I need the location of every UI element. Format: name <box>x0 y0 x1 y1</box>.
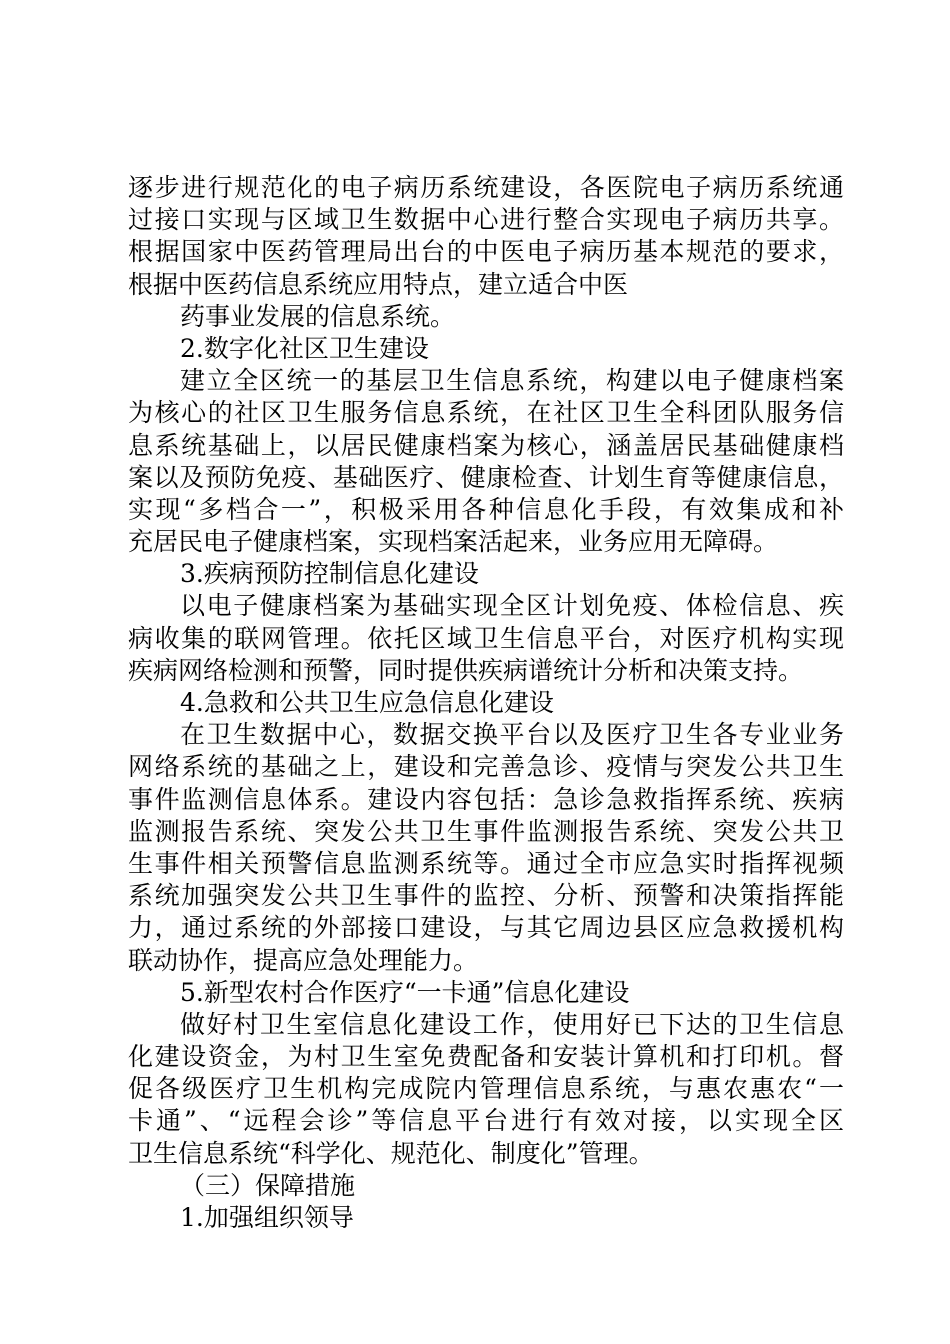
text-line: 根据中医药信息系统应用特点，建立适合中医 <box>128 269 629 299</box>
subheading: 4.急救和公共卫生应急信息化建设 <box>180 688 554 717</box>
text-line: 建立全区统一的基层卫生信息系统，构建以电子健康档案 <box>180 366 844 396</box>
subheading: 3.疾病预防控制信息化建设 <box>180 559 479 589</box>
text-line: 系统加强突发公共卫生事件的监控、分析、预警和决策指挥能 <box>128 881 844 911</box>
text-line: 卫生信息系统“科学化、规范化、制度化”管理。 <box>128 1138 654 1168</box>
text-line: 生事件相关预警信息监测系统等。通过全市应急实时指挥视频 <box>128 848 844 878</box>
paragraph-tail <box>128 301 844 333</box>
text-line: 监测报告系统、突发公共卫生事件监测报告系统、突发公共卫 <box>128 816 844 846</box>
text-line: 事件监测信息体系。建设内容包括：急诊急救指挥系统、疾病 <box>128 784 844 814</box>
text-line: 充居民电子健康档案，实现档案活起来，业务应用无障碍。 <box>128 527 779 557</box>
text-line: 实现“多档合一”，积极采用各种信息化手段，有效集成和补 <box>128 494 844 524</box>
section-title: （三）保障措施 <box>180 1170 356 1200</box>
text-line: 息系统基础上，以居民健康档案为核心，涵盖居民基础健康档 <box>128 430 844 460</box>
heading-digital-community <box>128 333 844 365</box>
text-line: 根据国家中医药管理局出台的中医电子病历基本规范的要求， <box>128 237 844 267</box>
heading-organization <box>128 1202 844 1234</box>
subheading: 1.加强组织领导 <box>180 1203 354 1232</box>
text-line: 促各级医疗卫生机构完成院内管理信息系统，与惠农惠农“一 <box>128 1074 844 1104</box>
paragraph-disease-control <box>128 590 844 687</box>
heading-disease-control <box>128 558 844 590</box>
text-line: 网络系统的基础之上，建设和完善急诊、疫情与突发公共卫生 <box>128 752 844 782</box>
text-line: 卡通”、“远程会诊”等信息平台进行有效对接，以实现全区 <box>128 1106 844 1136</box>
paragraph-community <box>128 365 844 558</box>
text-line: 力，通过系统的外部接口建设，与其它周边县区应急救援机构 <box>128 913 844 943</box>
text-line: 疾病网络检测和预警，同时提供疾病谱统计分析和决策支持。 <box>128 655 804 685</box>
text-line: 病收集的联网管理。依托区域卫生信息平台，对医疗机构实现 <box>128 623 844 653</box>
text-line: 在卫生数据中心，数据交换平台以及医疗卫生各专业业务 <box>180 720 844 750</box>
paragraph-continuation <box>128 172 844 301</box>
text-line: 以电子健康档案为基础实现全区计划免疫、体检信息、疾 <box>180 591 844 621</box>
heading-rural-card <box>128 977 844 1009</box>
subheading: 5.新型农村合作医疗“一卡通”信息化建设 <box>180 977 630 1007</box>
text-line: 逐步进行规范化的电子病历系统建设，各医院电子病历系统通 <box>128 173 844 202</box>
text-line: 过接口实现与区域卫生数据中心进行整合实现电子病历共享。 <box>128 205 844 235</box>
paragraph-rural-card <box>128 1009 844 1170</box>
text-line: 化建设资金，为村卫生室免费配备和安装计算机和打印机。督 <box>128 1042 844 1072</box>
text-line: 联动协作，提高应急处理能力。 <box>128 945 479 975</box>
text-line: 为核心的社区卫生服务信息系统，在社区卫生全科团队服务信 <box>128 398 844 428</box>
heading-emergency <box>128 687 844 719</box>
document-body <box>128 172 844 1234</box>
text-line: 案以及预防免疫、基础医疗、健康检查、计划生育等健康信息， <box>128 462 844 492</box>
section-heading-safeguards <box>128 1170 844 1202</box>
paragraph-emergency <box>128 719 844 977</box>
text-line: 做好村卫生室信息化建设工作，使用好已下达的卫生信息 <box>180 1009 844 1039</box>
text-line: 药事业发展的信息系统。 <box>180 301 456 331</box>
subheading: 2.数字化社区卫生建设 <box>180 333 429 363</box>
